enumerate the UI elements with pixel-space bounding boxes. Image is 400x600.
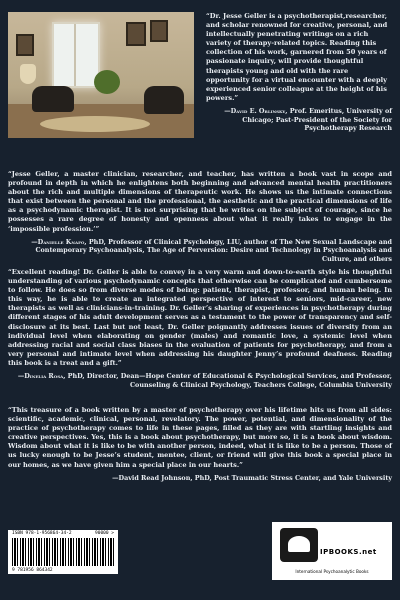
wall-picture xyxy=(126,22,146,46)
top-quote xyxy=(206,12,392,133)
barcode-price-digits: 90000 > xyxy=(95,531,114,536)
window xyxy=(52,22,100,88)
publisher-logo-icon xyxy=(280,528,318,562)
quote-attribution xyxy=(8,372,392,389)
wall-picture xyxy=(150,20,168,42)
quote-attribution xyxy=(206,107,392,133)
cover-photo xyxy=(8,12,194,138)
attribution-name: —David E. Orlinsky xyxy=(224,106,286,115)
quote-attribution xyxy=(8,238,392,264)
quote-4 xyxy=(8,406,392,482)
attribution-details: , PhD, Professor of Clinical Psychology, LIU, author of The New Sexual Landscape and Contemporary Psychoanalysis, The Age of Perversion: Desire and Technology in Psychoanalysis and Culture, and others xyxy=(35,237,392,263)
isbn-barcode xyxy=(8,530,118,574)
quote-attribution: —David Read Johnson, PhD, Post Traumatic Stress Center, and Yale University xyxy=(112,473,392,482)
barcode-top-digits: ISBN 978-1-956864-34-2 xyxy=(12,531,72,536)
publisher-subtitle: International Psychoanalytic Books xyxy=(295,569,369,574)
barcode-bars xyxy=(12,538,114,566)
quote-text: “Jesse Geller, a master clinician, researcher, and teacher, has written a book vast in scope and profound in depth in which he enlightens both beginning and advanced mental health practitioners about the rich and multiple dimensions of therapeutic work. He shows us the intimate connections that exist between the personal and the professional, the aesthetic and the practical dimensions of life as a psychodynamic therapist. It is not surprising that he writes on the subject of courage, since he possesses a rare degree of honesty and openness about what it really takes to engage in the ‘impossible profession.’” xyxy=(8,170,392,233)
quote-text: “Dr. Jesse Geller is a psychotherapist,researcher, and scholar renowned for creative, personal, and intellectually penetrating writings on a rich variety of therapy-related topics. Reading this collection of his work, garnered from 50 years of passionate inquiry, will provide thoughtful therapists young and old with the rare opportunity for a virtual encounter with a deeply experienced senior colleague at the height of his powers.” xyxy=(206,12,388,102)
attribution-details: , Prof. Emeritus, University of Chicago; Past-President of the Society for Psychotherapy Research xyxy=(242,106,392,133)
quote-2 xyxy=(8,170,392,264)
plant xyxy=(94,70,120,94)
rug xyxy=(40,116,150,132)
lamp xyxy=(20,64,36,84)
attribution-name: —Danielle Knafo xyxy=(31,237,85,246)
publisher-logo-panel xyxy=(272,522,392,580)
quote-3 xyxy=(8,268,392,389)
quote-text: “Excellent reading! Dr. Geller is able to convey in a very warm and down-to-earth style his thoughtful understanding of various psychodynamic concepts that otherwise can be complicated and cumbersome to follow. He does so from diverse modes of being: patient, therapist, professor, and human being. In this way, he is able to create an integrated perspective of interest to seniors, mid-career, new therapists as well as clinicians-in-training. Dr. Geller’s sharing of experiences in psychotherapy during different stages of his adult development serves as a testament to the power of transparency and self-disclosure at its best. Last but not least, Dr. Geller poignantly addresses issues of diversity from an individual level when elaborating on gender (males) and romantic love, a systemic level when addressing racial and social class biases in the evaluation of patients for psychotherapy, and from a very personal and intimate level when addressing his daughter Jenny’s profound deafness. Reading this book is a treat and a gift.” xyxy=(8,268,392,367)
lounge-chair xyxy=(144,86,184,114)
barcode-bottom-digits: 9 781956 864342 xyxy=(12,568,53,573)
publisher-name: IPBOOKS.net xyxy=(320,548,377,556)
attribution-details: , PhD, Director, Dean—Hope Center of Educational & Psychological Services, and Professor, Counseling & Clinical Psychology, Teachers College, Columbia University xyxy=(63,372,392,389)
lounge-chair xyxy=(32,86,74,112)
quote-text: “This treasure of a book written by a master of psychotherapy over his lifetime hits us from all sides: scientific, academic, clinical, personal, revelatory. The power, potential, and dimensionality of the practice of psychotherapy comes to life in these pages, filled as they are with startling insights and creative perspectives. Yes, this is a book about psychotherapy, but more so, it is a book about wisdom. Wisdom about what it is like to be with another person, indeed, what it is like to be a person. Those of us lucky enough to be Jesse’s student, mentee, client, or friend will give this book a special place in our homes, as we have given him a special place in our hearts.” xyxy=(8,406,392,469)
attribution-name: —Dinelia Rosa xyxy=(17,372,64,381)
wall-picture xyxy=(16,34,34,56)
